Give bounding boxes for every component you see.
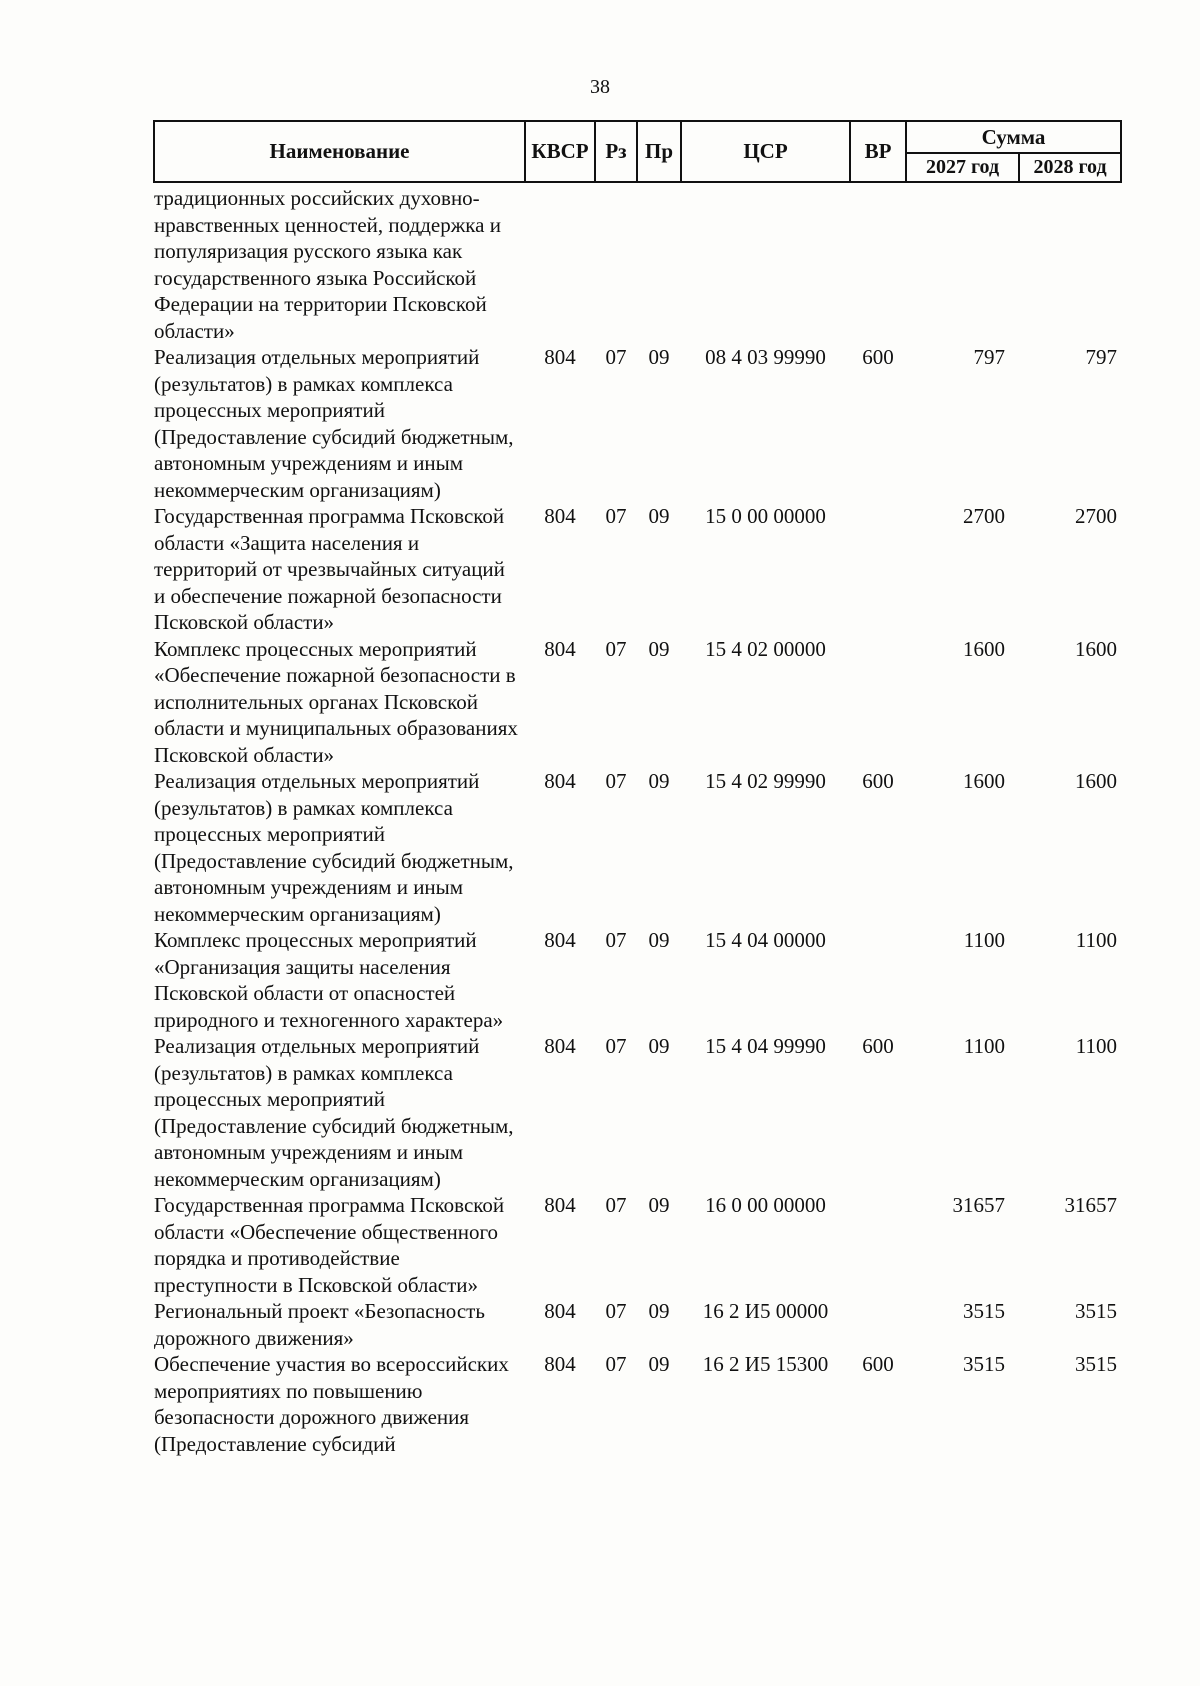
row-vr [850,927,906,1033]
row-sum-2027: 3515 [963,1352,1005,1376]
table-row [154,503,1121,636]
row-pr: 09 [648,636,670,661]
table-row [154,927,1121,1033]
row-pr: 09 [648,928,670,952]
row-kvsr: 804 [544,345,576,369]
row-name: Реализация отдельных мероприятий (результатов) в рамках комплекса процессных мероприятий (Предоставление субсидий бюджетным, автономным учреждениям и иным некоммерческим организациям) [154,769,514,926]
row-sum-2028: 1600 [1075,769,1117,793]
row-rz: 07 [605,928,627,952]
row-sum-2028: 2700 [1075,504,1117,528]
row-csr: 15 4 02 00000 [705,636,826,661]
row-rz: 07 [605,1193,627,1217]
row-pr: 09 [648,345,670,369]
row-vr [850,182,906,344]
row-sum-2028: 1600 [1075,636,1117,661]
table-row [154,636,1121,769]
row-kvsr: 804 [544,1352,576,1376]
header-csr: ЦСР [681,121,850,182]
row-sum-2028 [1019,182,1121,344]
row-kvsr: 804 [544,636,576,661]
row-pr: 09 [648,1193,670,1217]
row-vr [850,1298,906,1351]
row-name: Обеспечение участия во всероссийских мероприятиях по повышению безопасности дорожного движения (Предоставление субсидий [154,1352,509,1456]
row-sum-2028: 1100 [1075,928,1117,952]
row-pr: 09 [648,1299,670,1323]
row-kvsr [525,182,595,344]
row-csr: 16 2 И5 15300 [702,1352,829,1376]
row-rz: 07 [605,636,627,661]
header-kvsr: КВСР [525,121,595,182]
row-kvsr: 804 [544,928,576,952]
table-header [154,121,1121,182]
row-pr: 09 [648,1352,670,1376]
row-pr: 09 [648,769,670,793]
row-vr [850,1192,906,1298]
header-pr: Пр [637,121,681,182]
row-csr: 16 2 И5 00000 [702,1299,829,1323]
table-row [154,1192,1121,1298]
table-row [154,182,1121,344]
header-vr: ВР [850,121,906,182]
row-name: Государственная программа Псковской области «Защита населения и территорий от чрезвычайных ситуаций и обеспечение пожарной безопасности Псковской области» [154,504,505,634]
row-kvsr: 804 [544,769,576,793]
header-name: Наименование [154,121,525,182]
row-kvsr: 804 [544,1193,576,1217]
table-row [154,768,1121,927]
row-name: Государственная программа Псковской области «Обеспечение общественного порядка и противодействие преступности в Псковской области» [154,1193,505,1297]
row-name: Комплекс процессных мероприятий «Обеспечение пожарной безопасности в исполнительных органах Псковской области и муниципальных образованиях Псковской области» [154,636,518,767]
row-name: Реализация отдельных мероприятий (результатов) в рамках комплекса процессных мероприятий (Предоставление субсидий бюджетным, автономным учреждениям и иным некоммерческим организациям) [154,345,514,502]
row-pr: 09 [648,504,670,528]
row-sum-2027: 1600 [963,636,1005,661]
row-rz: 07 [605,1352,627,1376]
row-name: Региональный проект «Безопасность дорожного движения» [154,1299,485,1350]
row-rz: 07 [605,345,627,369]
row-vr [850,636,906,769]
header-rz: Рз [595,121,637,182]
table-body [154,182,1121,1457]
row-sum-2027: 1100 [963,928,1005,952]
row-rz: 07 [605,504,627,528]
row-kvsr: 804 [544,1034,576,1058]
row-sum-2027 [906,182,1019,344]
row-sum-2027: 2700 [963,504,1005,528]
row-sum-2028: 1100 [1075,1034,1117,1058]
row-sum-2028: 3515 [1075,1299,1117,1323]
header-year-2027: 2027 год [906,153,1019,182]
row-sum-2027: 3515 [963,1299,1005,1323]
page-number: 38 [590,76,610,98]
row-name: Комплекс процессных мероприятий «Организация защиты населения Псковской области от опасностей природного и техногенного характера» [154,928,504,1032]
table-row [154,344,1121,503]
budget-table [153,120,1122,1457]
table-row [154,1033,1121,1192]
row-name: традиционных российских духовно-нравственных ценностей, поддержка и популяризация русского языка как государственного языка Российской Федерации на территории Псковской области» [154,186,501,343]
row-sum-2027: 1100 [963,1034,1005,1058]
table-row [154,1298,1121,1351]
row-csr: 08 4 03 99990 [705,345,826,369]
row-kvsr: 804 [544,504,576,528]
header-year-2028: 2028 год [1019,153,1121,182]
row-pr: 09 [648,1034,670,1058]
row-name: Реализация отдельных мероприятий (результатов) в рамках комплекса процессных мероприятий (Предоставление субсидий бюджетным, автономным учреждениям и иным некоммерческим организациям) [154,1034,514,1191]
row-vr: 600 [862,769,894,793]
row-csr: 15 4 04 99990 [705,1034,826,1058]
row-sum-2028: 31657 [1064,1193,1117,1217]
row-csr: 16 0 00 00000 [705,1193,826,1217]
row-vr: 600 [862,1034,894,1058]
row-vr [850,503,906,636]
row-sum-2027: 797 [973,345,1005,369]
row-sum-2028: 797 [1085,345,1117,369]
row-csr: 15 4 02 99990 [705,769,826,793]
header-sum: Сумма [906,121,1121,153]
row-vr: 600 [862,1352,894,1376]
table-row [154,1351,1121,1457]
row-sum-2027: 31657 [952,1193,1005,1217]
row-csr: 15 0 00 00000 [705,504,826,528]
row-vr: 600 [862,345,894,369]
row-rz: 07 [605,1299,627,1323]
row-rz: 07 [605,769,627,793]
row-rz: 07 [605,1034,627,1058]
row-sum-2028: 3515 [1075,1352,1117,1376]
row-csr: 15 4 04 00000 [705,928,826,952]
row-rz [595,182,637,344]
row-sum-2027: 1600 [963,769,1005,793]
row-csr [681,182,850,344]
row-kvsr: 804 [544,1299,576,1323]
row-pr [637,182,681,344]
